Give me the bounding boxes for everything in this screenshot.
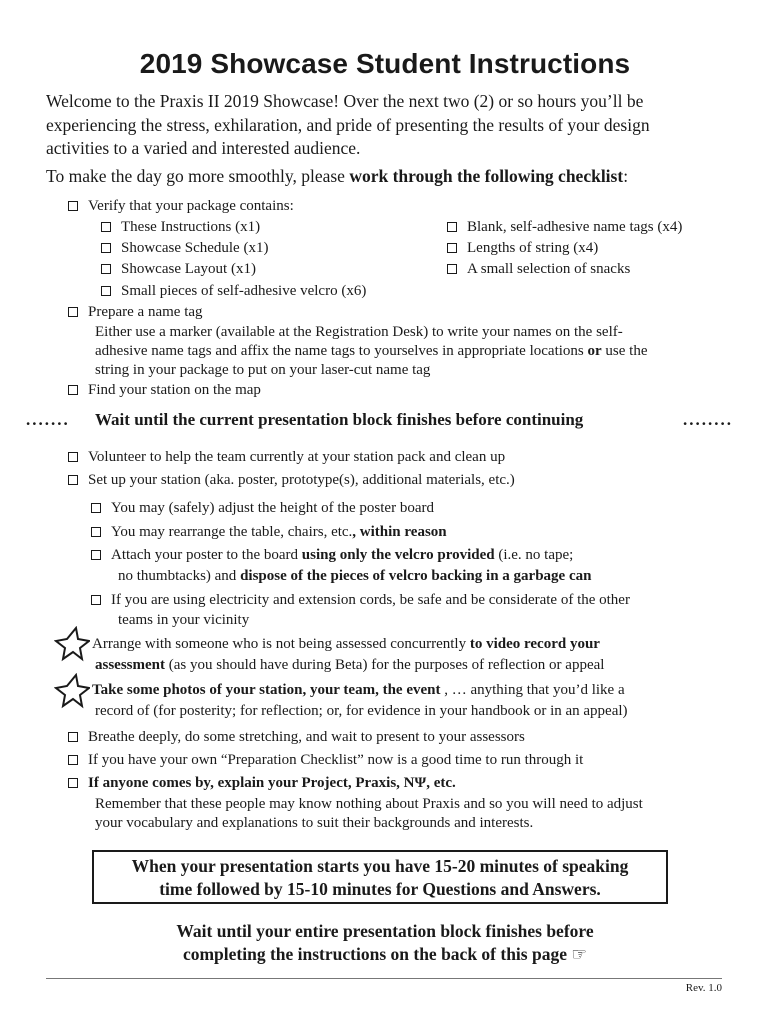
checklist-intro: To make the day go more smoothly, please work through the following checklist:	[46, 166, 629, 186]
package-item[interactable]: Small pieces of self-adhesive velcro (x6)	[101, 281, 366, 301]
checkbox-icon[interactable]	[447, 264, 457, 274]
attach-poster-continued: no thumbtacks) and dispose of the pieces of velcro backing in a garbage can	[118, 568, 592, 584]
wait-separator	[0, 410, 770, 436]
package-item[interactable]: Showcase Layout (x1)	[101, 259, 256, 279]
checkbox-icon[interactable]	[91, 550, 101, 560]
checkbox-icon[interactable]	[68, 778, 78, 788]
star-icon	[54, 626, 90, 662]
checkbox-item-rearrange[interactable]: You may rearrange the table, chairs, etc., within reason	[91, 522, 447, 542]
checkbox-item-setup[interactable]: Set up your station (aka. poster, prototype(s), additional materials, etc.)	[68, 470, 515, 490]
checkbox-item-prepare-name-tag[interactable]: Prepare a name tag	[68, 302, 203, 322]
checkbox-item-attach-poster[interactable]: Attach your poster to the board using only the velcro provided (i.e. no tape;	[91, 545, 573, 565]
checkbox-icon[interactable]	[101, 286, 111, 296]
checkbox-icon[interactable]	[101, 243, 111, 253]
dots-right: ........	[683, 410, 733, 429]
page-title: 2019 Showcase Student Instructions	[139, 48, 631, 79]
welcome-line: activities to a varied and interested audience.	[46, 138, 361, 158]
star-icon	[54, 673, 90, 709]
package-item[interactable]: Blank, self-adhesive name tags (x4)	[447, 217, 682, 237]
checkbox-item-verify[interactable]: Verify that your package contains:	[68, 196, 294, 216]
checkbox-item-electricity[interactable]: If you are using electricity and extension cords, be safe and be considerate of the other	[91, 590, 630, 610]
checkbox-icon[interactable]	[68, 385, 78, 395]
welcome-line: Welcome to the Praxis II 2019 Showcase! Over the next two (2) or so hours you’ll be	[46, 91, 644, 111]
checkbox-icon[interactable]	[91, 503, 101, 513]
final-note: Wait until your entire presentation block finishes before completing the instructions on the back of this page ☞	[176, 921, 594, 965]
checkbox-icon[interactable]	[91, 595, 101, 605]
photos-item: Take some photos of your station, your team, the event , … anything that you’d like a record of (for posterity; for reflection; or, for evidence in your handbook or in an appeal)	[92, 682, 628, 719]
checklist-intro-emphasis: work through the following checklist	[349, 166, 624, 186]
checkbox-icon[interactable]	[68, 201, 78, 211]
pointing-hand-icon: ☞	[571, 945, 588, 965]
video-record-item: Arrange with someone who is not being assessed concurrently to video record your assessment (as you should have during Beta) for the purposes of reflection or appeal	[92, 636, 605, 673]
electricity-continued: teams in your vicinity	[118, 612, 250, 628]
checkbox-item-find-station[interactable]: Find your station on the map	[68, 380, 261, 400]
package-item[interactable]: A small selection of snacks	[447, 259, 630, 279]
checkbox-icon[interactable]	[68, 475, 78, 485]
revision-label: Rev. 1.0	[685, 982, 722, 994]
checkbox-icon[interactable]	[68, 307, 78, 317]
wait-separator-text: Wait until the current presentation block finishes before continuing	[95, 410, 584, 429]
checkbox-icon[interactable]	[101, 222, 111, 232]
checkbox-item-volunteer[interactable]: Volunteer to help the team currently at your station pack and clean up	[68, 447, 505, 467]
checkbox-icon[interactable]	[68, 452, 78, 462]
checkbox-icon[interactable]	[101, 264, 111, 274]
checkbox-icon[interactable]	[91, 527, 101, 537]
welcome-paragraph	[46, 90, 736, 161]
checkbox-icon[interactable]	[68, 755, 78, 765]
checkbox-icon[interactable]	[68, 732, 78, 742]
checkbox-item-adjust[interactable]: You may (safely) adjust the height of the poster board	[91, 498, 434, 518]
package-item[interactable]: Showcase Schedule (x1)	[101, 238, 268, 258]
checkbox-item-explain[interactable]: If anyone comes by, explain your Project, Praxis, NΨ, etc.	[68, 773, 456, 793]
timing-callout-box: When your presentation starts you have 15-20 minutes of speaking time followed by 15-10 minutes for Questions and Answers.	[92, 850, 668, 904]
package-item[interactable]: Lengths of string (x4)	[447, 238, 598, 258]
dots-left: .......	[26, 410, 70, 429]
footer-divider	[46, 978, 722, 979]
name-tag-details: Either use a marker (available at the Registration Desk) to write your names on the self- adhesive name tags and affix the name tags to yourselves in appropriate locations or use the string in your package to put on your laser-cut name tag	[95, 324, 648, 378]
checkbox-item-breathe[interactable]: Breathe deeply, do some stretching, and wait to present to your assessors	[68, 727, 525, 747]
checkbox-icon[interactable]	[447, 243, 457, 253]
welcome-line: experiencing the stress, exhilaration, and pride of presenting the results of your design	[46, 114, 650, 135]
explain-details: Remember that these people may know nothing about Praxis and so you will need to adjust your vocabulary and explanations to suit their backgrounds and interests.	[95, 796, 643, 831]
package-item[interactable]: These Instructions (x1)	[101, 217, 260, 237]
checkbox-icon[interactable]	[447, 222, 457, 232]
checkbox-item-own-checklist[interactable]: If you have your own “Preparation Checklist” now is a good time to run through it	[68, 750, 583, 770]
